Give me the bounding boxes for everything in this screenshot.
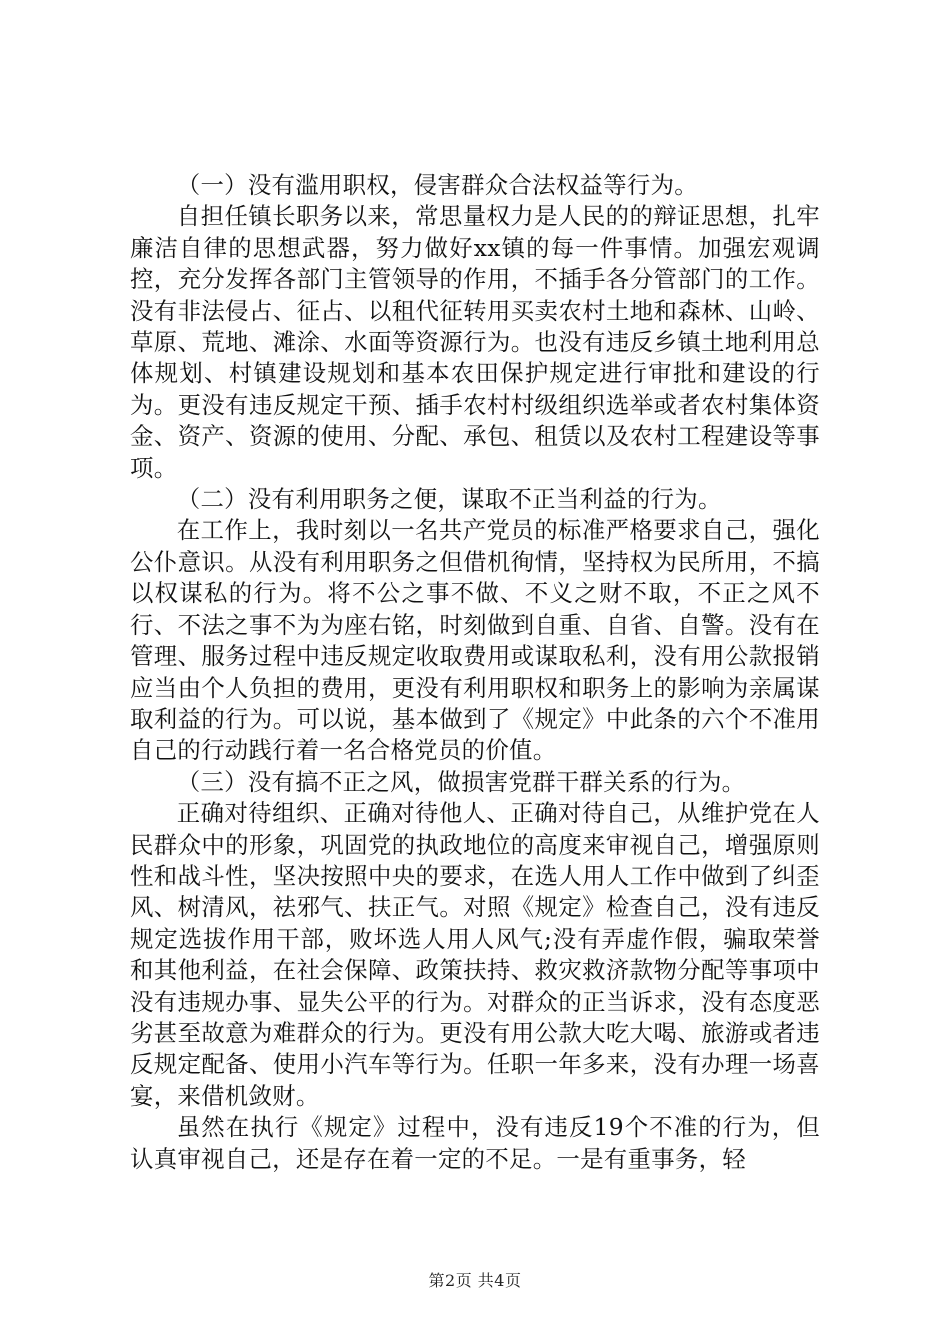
section-heading-1: （一）没有滥用职权，侵害群众合法权益等行为。 — [176, 171, 698, 199]
body-paragraph: 在工作上，我时刻以一名共产党员的标准严格要求自己，强化公仆意识。从没有利用职务之但借机徇情，坚持权为民所用，不搞以权谋私的行为。将不公之事不做、不义之财不取，不正之风不行、不法之事不为为座右铭，时刻做到自重、自省、自警。没有在管理、服务过程中违反规定收取费用或谋取私利，没有用公款报销应当由个人负担的费用，更没有利用职权和职务上的影响为亲属谋取利益的行为。可以说，基本做到了《规定》中此条的六个不准用自己的行动践行着一名合格党员的价值。 — [130, 516, 820, 765]
body-paragraph: 自担任镇长职务以来，常思量权力是人民的的辩证思想，扎牢廉洁自律的思想武器，努力做好xx镇的每一件事情。加强宏观调控，充分发挥各部门主管领导的作用，不插手各分管部门的工作。没有非法侵占、征占、以租代征转用买卖农村土地和森林、山岭、草原、荒地、滩涂、水面等资源行为。也没有违反乡镇土地利用总体规划、村镇建设规划和基本农田保护规定进行审批和建设的行为。更没有违反规定干预、插手农村村级组织选举或者农村集体资金、资产、资源的使用、分配、承包、租赁以及农村工程建设等事项。 — [130, 202, 820, 482]
page-number-footer: 第2页 共4页 — [428, 1271, 522, 1290]
body-paragraph: 虽然在执行《规定》过程中，没有违反19个不准的行为，但认真审视自己，还是存在着一定的不足。一是有重事务，轻 — [130, 1113, 820, 1173]
section-heading-2: （二）没有利用职务之便，谋取不正当利益的行为。 — [176, 485, 722, 514]
document-body — [130, 170, 820, 1175]
body-paragraph: 正确对待组织、正确对待他人、正确对待自己，从维护党在人民群众中的形象，巩固党的执政地位的高度来审视自己，增强原则性和战斗性，坚决按照中央的要求，在选人用人工作中做到了纠歪风、树清风，祛邪气、扶正气。对照《规定》检查自己，没有违反规定选拔作用干部，败坏选人用人风气;没有弄虚作假，骗取荣誉和其他利益，在社会保障、政策扶持、救灾救济款物分配等事项中没有违规办事、显失公平的行为。对群众的正当诉求，没有态度恶劣甚至故意为难群众的行为。更没有用公款大吃大喝、旅游或者违反规定配备、使用小汽车等行为。任职一年多来，没有办理一场喜宴，来借机敛财。 — [130, 799, 820, 1110]
section-heading-3: （三）没有搞不正之风，做损害党群干群关系的行为。 — [176, 767, 746, 796]
